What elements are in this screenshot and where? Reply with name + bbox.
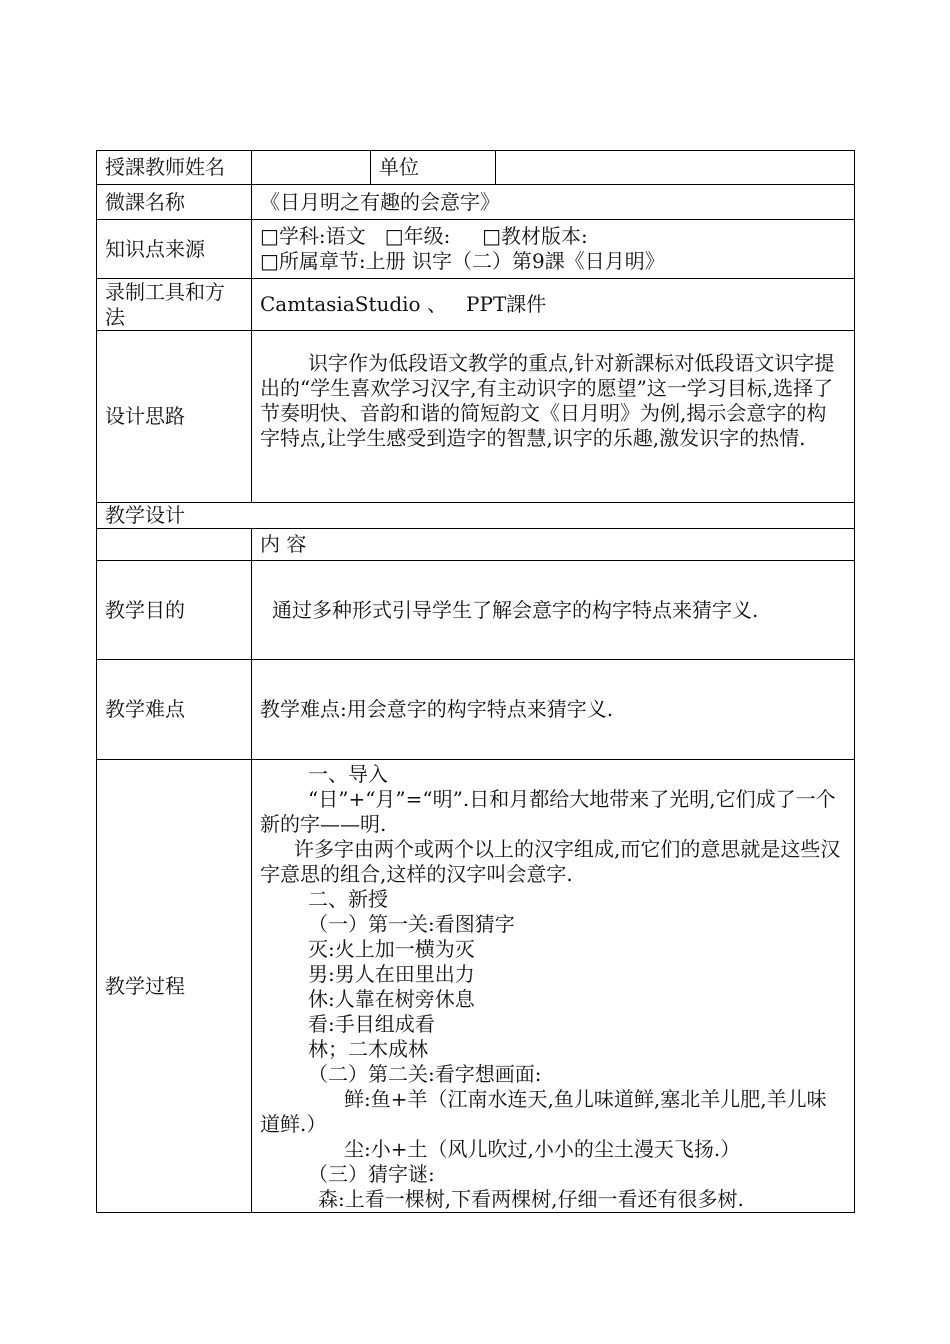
process-content: [252, 760, 855, 1213]
process-heading-2: 二、新授: [308, 887, 388, 911]
row-teacher: [97, 151, 855, 185]
unit-label: 单位: [371, 151, 496, 185]
teacher-name-label: 授課教师姓名: [97, 151, 252, 185]
process-section-1: （一）第一关:看图猜字: [308, 912, 515, 936]
teacher-name-value: [252, 151, 371, 185]
content-header-empty: [97, 529, 252, 561]
goal-label: 教学目的: [97, 561, 252, 660]
content-label: 内 容: [252, 529, 855, 561]
row-design: [97, 331, 855, 503]
design-label: 设计思路: [97, 331, 252, 503]
row-tools: [97, 279, 855, 331]
row-content-header: [97, 529, 855, 561]
row-process: [97, 760, 855, 1213]
teaching-design-label: 教学设计: [97, 503, 855, 529]
process-line-6: 鲜:鱼+羊（江南水连天,鱼儿味道鲜,塞北羊儿肥,羊儿味道鲜.）: [260, 1087, 827, 1136]
process-line-4: 看:手目组成看: [308, 1012, 435, 1036]
tools-label: 录制工具和方法: [97, 279, 252, 331]
source-line-2: □所属章节:上册 识字（二）第9課《日月明》: [260, 249, 665, 273]
process-line-7: 尘:小+土（风儿吹过,小小的尘土漫天飞扬.）: [344, 1137, 741, 1161]
process-section-3: （三）猜字谜:: [308, 1162, 435, 1186]
row-difficulty: [97, 660, 855, 760]
goal-text: 通过多种形式引导学生了解会意字的构字特点来猜字义.: [252, 561, 855, 660]
source-label: 知识点来源: [97, 220, 252, 279]
process-section-2: （二）第二关:看字想画面:: [308, 1062, 542, 1086]
course-name-value: 《日月明之有趣的会意字》: [252, 185, 855, 220]
design-text: 识字作为低段语文教学的重点,针对新課标对低段语文识字提出的“学生喜欢学习汉字,有主动识字的愿望”这一学习目标,选择了节奏明快、音韵和谐的简短韵文《日月明》为例,揭示会意字的构字特点,让学生感受到造字的智慧,识字的乐趣,激发识字的热情.: [260, 351, 835, 450]
process-para-1: “日”+“月”=“明”.日和月都给大地带来了光明,它们成了一个新的字——明.: [260, 787, 836, 836]
row-goal: [97, 561, 855, 660]
process-line-3: 休:人靠在树旁休息: [308, 987, 475, 1011]
process-para-2: 许多字由两个或两个以上的汉字组成,而它们的意思就是这些汉字意思的组合,这样的汉字叫会意字.: [260, 837, 841, 886]
source-line-1: □学科:语文 □年级: □教材版本:: [260, 224, 588, 248]
source-value: [252, 220, 855, 279]
process-heading-1: 一、导入: [308, 762, 388, 786]
process-line-8: 森:上看一棵树,下看两棵树,仔细一看还有很多树.: [318, 1187, 744, 1211]
process-label: 教学过程: [97, 760, 252, 1213]
course-name-label: 微課名称: [97, 185, 252, 220]
tools-value: CamtasiaStudio 、 PPT課件: [252, 279, 855, 331]
row-teaching-design: [97, 503, 855, 529]
row-source: [97, 220, 855, 279]
process-line-1: 灭:火上加一横为灭: [308, 937, 475, 961]
unit-value: [496, 151, 855, 185]
difficulty-text: 教学难点:用会意字的构字特点来猜字义.: [252, 660, 855, 760]
process-line-2: 男:男人在田里出力: [308, 962, 475, 986]
process-line-5: 林；二木成林: [308, 1037, 428, 1061]
difficulty-label: 教学难点: [97, 660, 252, 760]
lesson-plan-table: [96, 150, 855, 1213]
row-course-name: [97, 185, 855, 220]
design-text-cell: [252, 331, 855, 503]
